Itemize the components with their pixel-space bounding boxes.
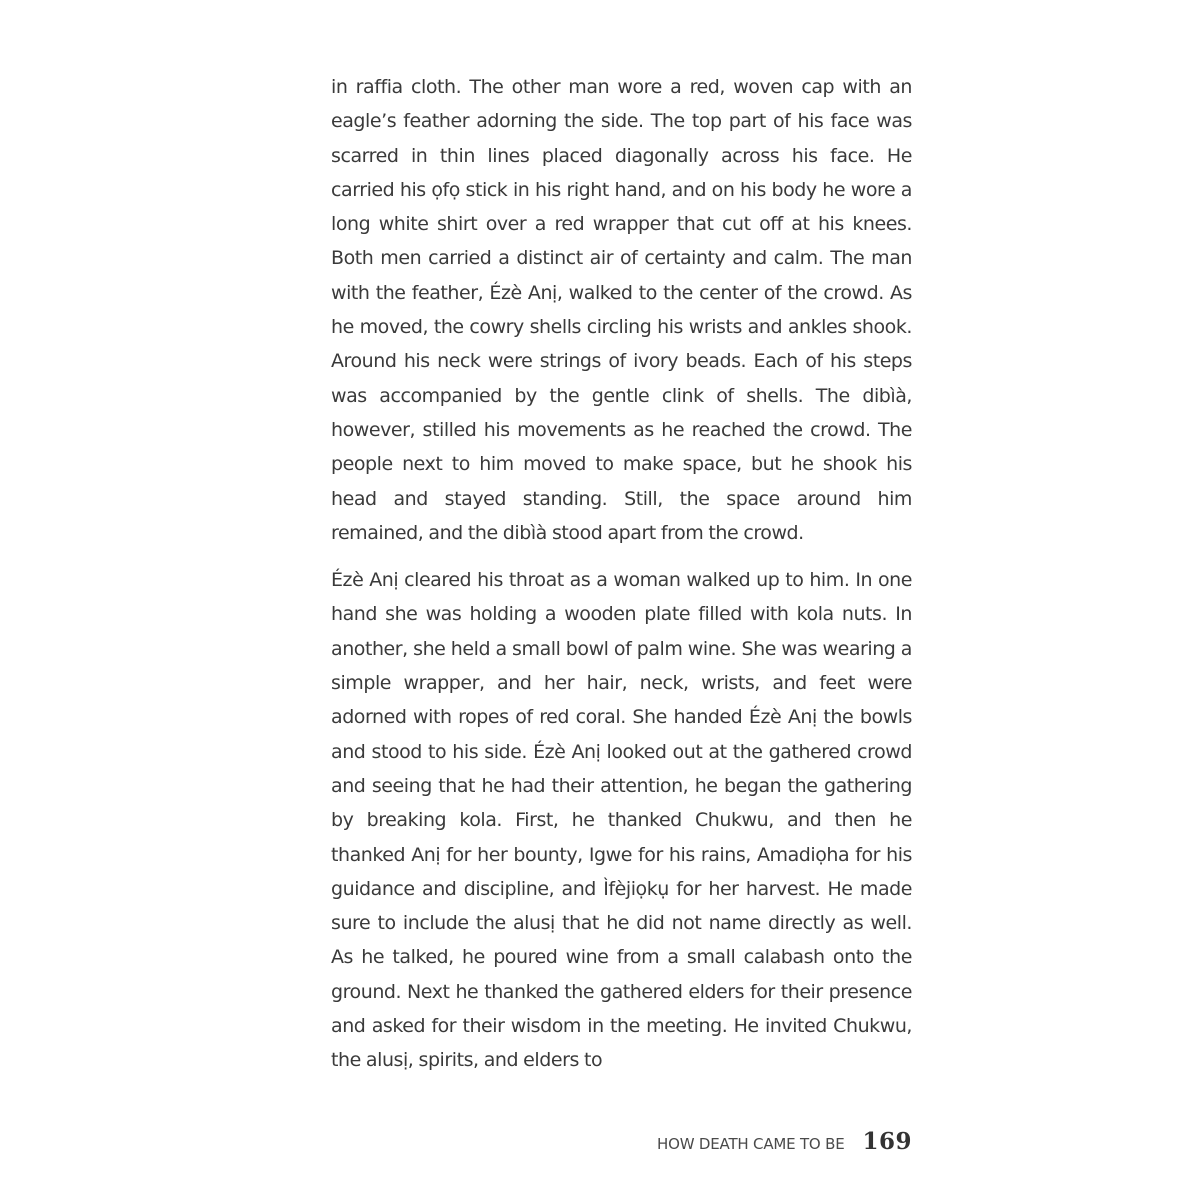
running-title: HOW DEATH CAME TO BE (657, 1135, 845, 1153)
paragraph-1: in raffia cloth. The other man wore a red, woven cap with an eagle’s feather adorning the side. The top part of his face was scarred in thin lines placed diagonally across his face. He carried his ọfọ stick in his right hand, and on his body he wore a long white shirt over a red wrapper that cut off at his knees. Both men carried a distinct air of certainty and calm. The man with the feather, Ézè Anị, walked to the center of the crowd. As he moved, the cowry shells circling his wrists and ankles shook. Around his neck were strings of ivory beads. Each of his steps was accompanied by the gentle clink of shells. The dibìà, however, stilled his movements as he reached the crowd. The people next to him moved to make space, but he shook his head and stayed standing. Still, the space around him remained, and the dibìà stood apart from the crowd. (331, 76, 912, 544)
paragraph-2: Ézè Anị cleared his throat as a woman walked up to him. In one hand she was holding a wooden plate filled with kola nuts. In another, she held a small bowl of palm wine. She was wearing a simple wrapper, and her hair, neck, wrists, and feet were adorned with ropes of red coral. She handed Ézè Anị the bowls and stood to his side. Ézè Anị looked out at the gathered crowd and seeing that he had their attention, he began the gathering by breaking kola. First, he thanked Chukwu, and then he thanked Anị for her bounty, Igwe for his rains, Amadiọha for his guidance and discipline, and Ìfèjiọkụ for her harvest. He made sure to include the alusị that he did not name directly as well. As he talked, he poured wine from a small calabash onto the ground. Next he thanked the gathered elders for their presence and asked for their wisdom in the meeting. He invited Chukwu, the alusị, spirits, and elders to (331, 569, 912, 1072)
body-text (331, 70, 912, 1078)
page-number: 169 (862, 1128, 912, 1155)
page-footer (657, 1128, 912, 1155)
